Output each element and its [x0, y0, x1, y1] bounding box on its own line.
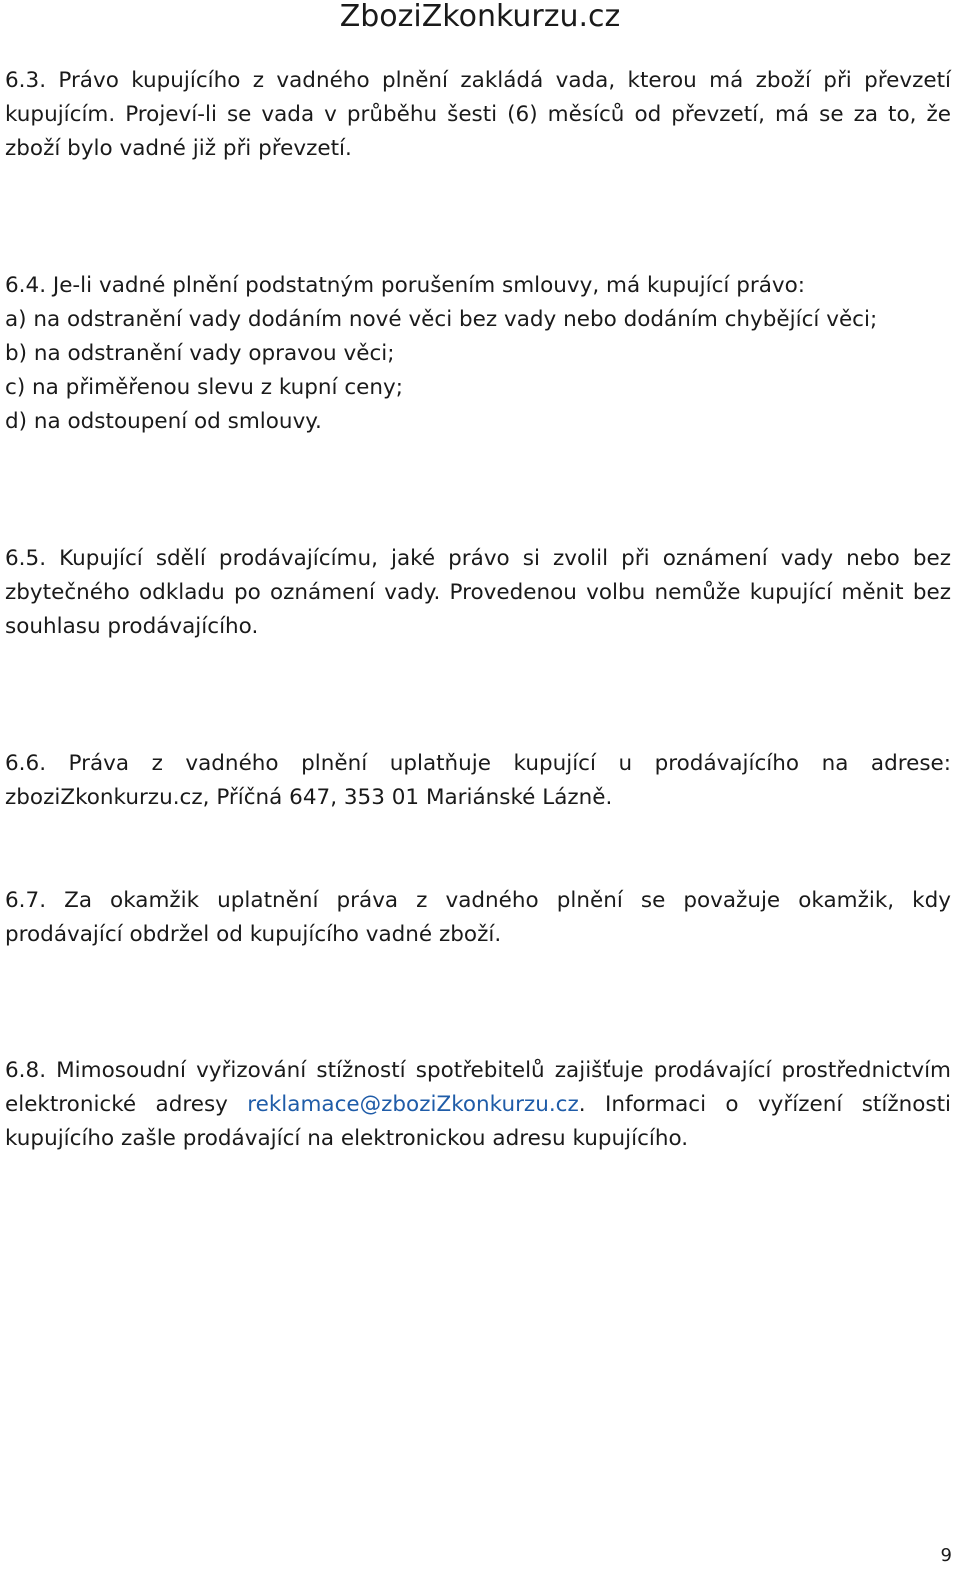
section-6-8-text-after: . Informaci o vyřízení stížnosti kupujícího zašle prodávající na elektronickou adresu kupujícího.	[5, 1092, 951, 1151]
list-item: a) na odstranění vady dodáním nové věci bez vady nebo dodáním chybějící věci;	[5, 307, 878, 332]
section-6-7: 6.7. Za okamžik uplatnění práva z vadného plnění se považuje okamžik, kdy prodávající obdržel od kupujícího vadné zboží.	[5, 888, 951, 947]
page-number: 9	[940, 1545, 952, 1566]
section-6-3: 6.3. Právo kupujícího z vadného plnění zakládá vada, kterou má zboží při převzetí kupujícím. Projeví-li se vada v průběhu šesti (6) měsíců od převzetí, má se za to, že zboží bylo vadné již při převzetí.	[5, 68, 951, 161]
section-6-8-text-before: 6.8. Mimosoudní vyřizování stížností spotřebitelů zajišťuje prodávající prostřednictvím elektronické adresy	[5, 1058, 951, 1117]
section-6-4	[5, 269, 951, 439]
section-6-5: 6.5. Kupující sdělí prodávajícímu, jaké právo si zvolil při oznámení vady nebo bez zbytečného odkladu po oznámení vady. Provedenou volbu nemůže kupující měnit bez souhlasu prodávajícího.	[5, 546, 951, 639]
section-6-6: 6.6. Práva z vadného plnění uplatňuje kupující u prodávajícího na adrese: zboziZkonkurzu.cz, Příčná 647, 353 01 Mariánské Lázně.	[5, 751, 951, 810]
list-item: c) na přiměřenou slevu z kupní ceny;	[5, 375, 403, 400]
section-6-4-intro: 6.4. Je-li vadné plnění podstatným porušením smlouvy, má kupující právo:	[5, 273, 806, 298]
list-item: b) na odstranění vady opravou věci;	[5, 341, 395, 366]
list-item: d) na odstoupení od smlouvy.	[5, 409, 322, 434]
section-6-8	[5, 1054, 951, 1156]
complaints-email-link[interactable]: reklamace@zboziZkonkurzu.cz	[247, 1092, 579, 1117]
page-header-title: ZboziZkonkurzu.cz	[339, 0, 621, 34]
